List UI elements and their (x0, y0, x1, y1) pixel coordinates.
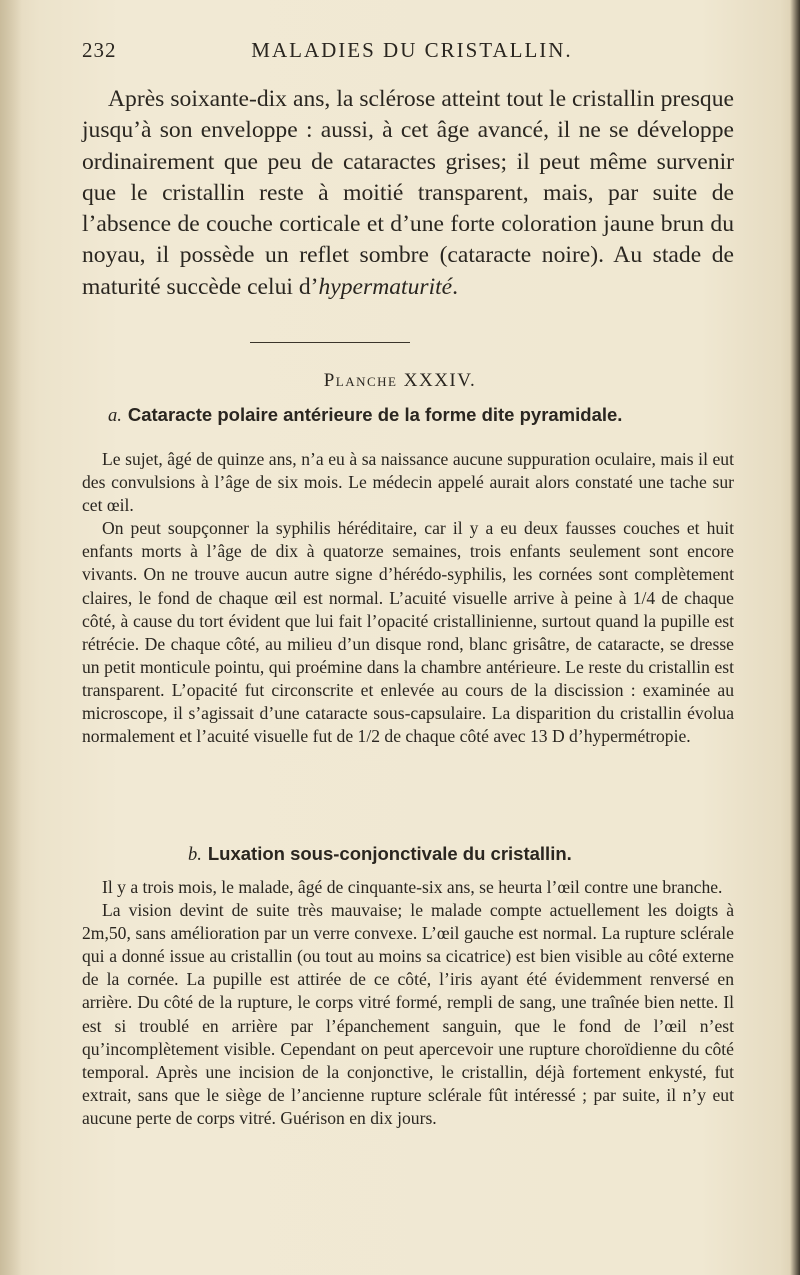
plate-title: Planche XXXIV. (323, 370, 477, 391)
section-b-heading (188, 843, 800, 866)
intro-end: . (452, 273, 459, 300)
section-a-body (82, 448, 734, 748)
section-divider (250, 342, 410, 343)
spine-shadow (0, 0, 22, 1275)
intro-paragraph (82, 84, 734, 303)
page-edge (790, 0, 800, 1275)
intro-term: hypermaturité (318, 273, 453, 300)
page-header (82, 38, 742, 68)
intro-text: Après soixante-dix ans, la sclérose atteint tout le cristallin presque jusqu’à son enveloppe : aussi, à cet âge avancé, il ne se développe ordinairement que peu de cataractes grises; il peut même survenir que le cristallin reste à moitié transparent, mais, par suite de l’absence de couche corticale et d’une forte coloration jaune brun du noyau, il possède un reflet sombre (cataracte noire). Au stade de maturité succède celui d’ (82, 86, 734, 300)
section-b-paragraph-1: Il y a trois mois, le malade, âgé de cinquante-six ans, se heurta l’œil contre une branche. (102, 877, 723, 897)
section-a-paragraph-2: On peut soupçonner la syphilis héréditaire, car il y a eu deux fausses couches et huit enfants morts à l’âge de dix à quatorze semaines, trois enfants seulement sont encore vivants. On ne trouve aucun autre signe d’hérédo-syphilis, les cornées sont complètement claires, le fond de chaque œil est normal. L’acuité visuelle arrive à peine à 1/4 de chaque côté, à cause du tort évident que lui fait l’opacité cristallinienne, surtout quand la pupille est rétrécie. De chaque côté, au milieu d’un disque rond, blanc grisâtre, de cataracte, se dresse un petit monticule pointu, qui proémine dans la chambre antérieure. Le reste du cristallin est transparent. L’opacité fut circonscrite et enlevée au cours de la discission : examinée au microscope, il s’agissait d’une cataracte sous-capsulaire. La disparition du cristallin évolua normalement et l’acuité visuelle fut de 1/2 de chaque côté avec 13 D d’hypermétropie. (82, 518, 734, 747)
section-a-heading (108, 404, 748, 427)
section-a-title: Cataracte polaire antérieure de la forme dite pyramidale. (127, 404, 623, 425)
section-b-paragraph-2: La vision devint de suite très mauvaise; le malade compte actuellement les doigts à 2m,50, sans amélioration par un verre convexe. L’œil gauche est normal. La rupture sclérale qui a donné issue au cristallin (ou tout au moins sa cicatrice) est bien visible au côté externe de la cornée. La pupille est attirée de ce côté, l’iris ayant été évidemment renversé en arrière. Du côté de la rupture, le corps vitré formé, rempli de sang, une traînée bien nette. Il est si troublé en arrière par l’épanchement sanguin, que le fond de l’œil n’est qu’incomplètement visible. Cependant on peut apercevoir une rupture choroïdienne du côté temporal. Après une incision de la conjonctive, le cristallin, déjà fortement enkysté, fut extrait, sans que le siège de l’ancienne rupture sclérale fût intéressé ; par suite, il n’y eut aucune perte de corps vitré. Guérison en dix jours. (82, 900, 734, 1128)
section-b-letter: b. (188, 845, 202, 865)
section-b-body (82, 876, 734, 1130)
section-a-letter: a. (108, 406, 122, 426)
page-number: 232 (82, 38, 117, 62)
section-a-paragraph-1: Le sujet, âgé de quinze ans, n’a eu à sa naissance aucune suppuration oculaire, mais il eut des convulsions à l’âge de six mois. Le médecin appelé aurait alors constaté une tache sur cet œil. (82, 449, 734, 516)
running-head: MALADIES DU CRISTALLIN. (251, 38, 573, 62)
section-b-title: Luxation sous-conjonctivale du cristallin. (207, 843, 572, 864)
